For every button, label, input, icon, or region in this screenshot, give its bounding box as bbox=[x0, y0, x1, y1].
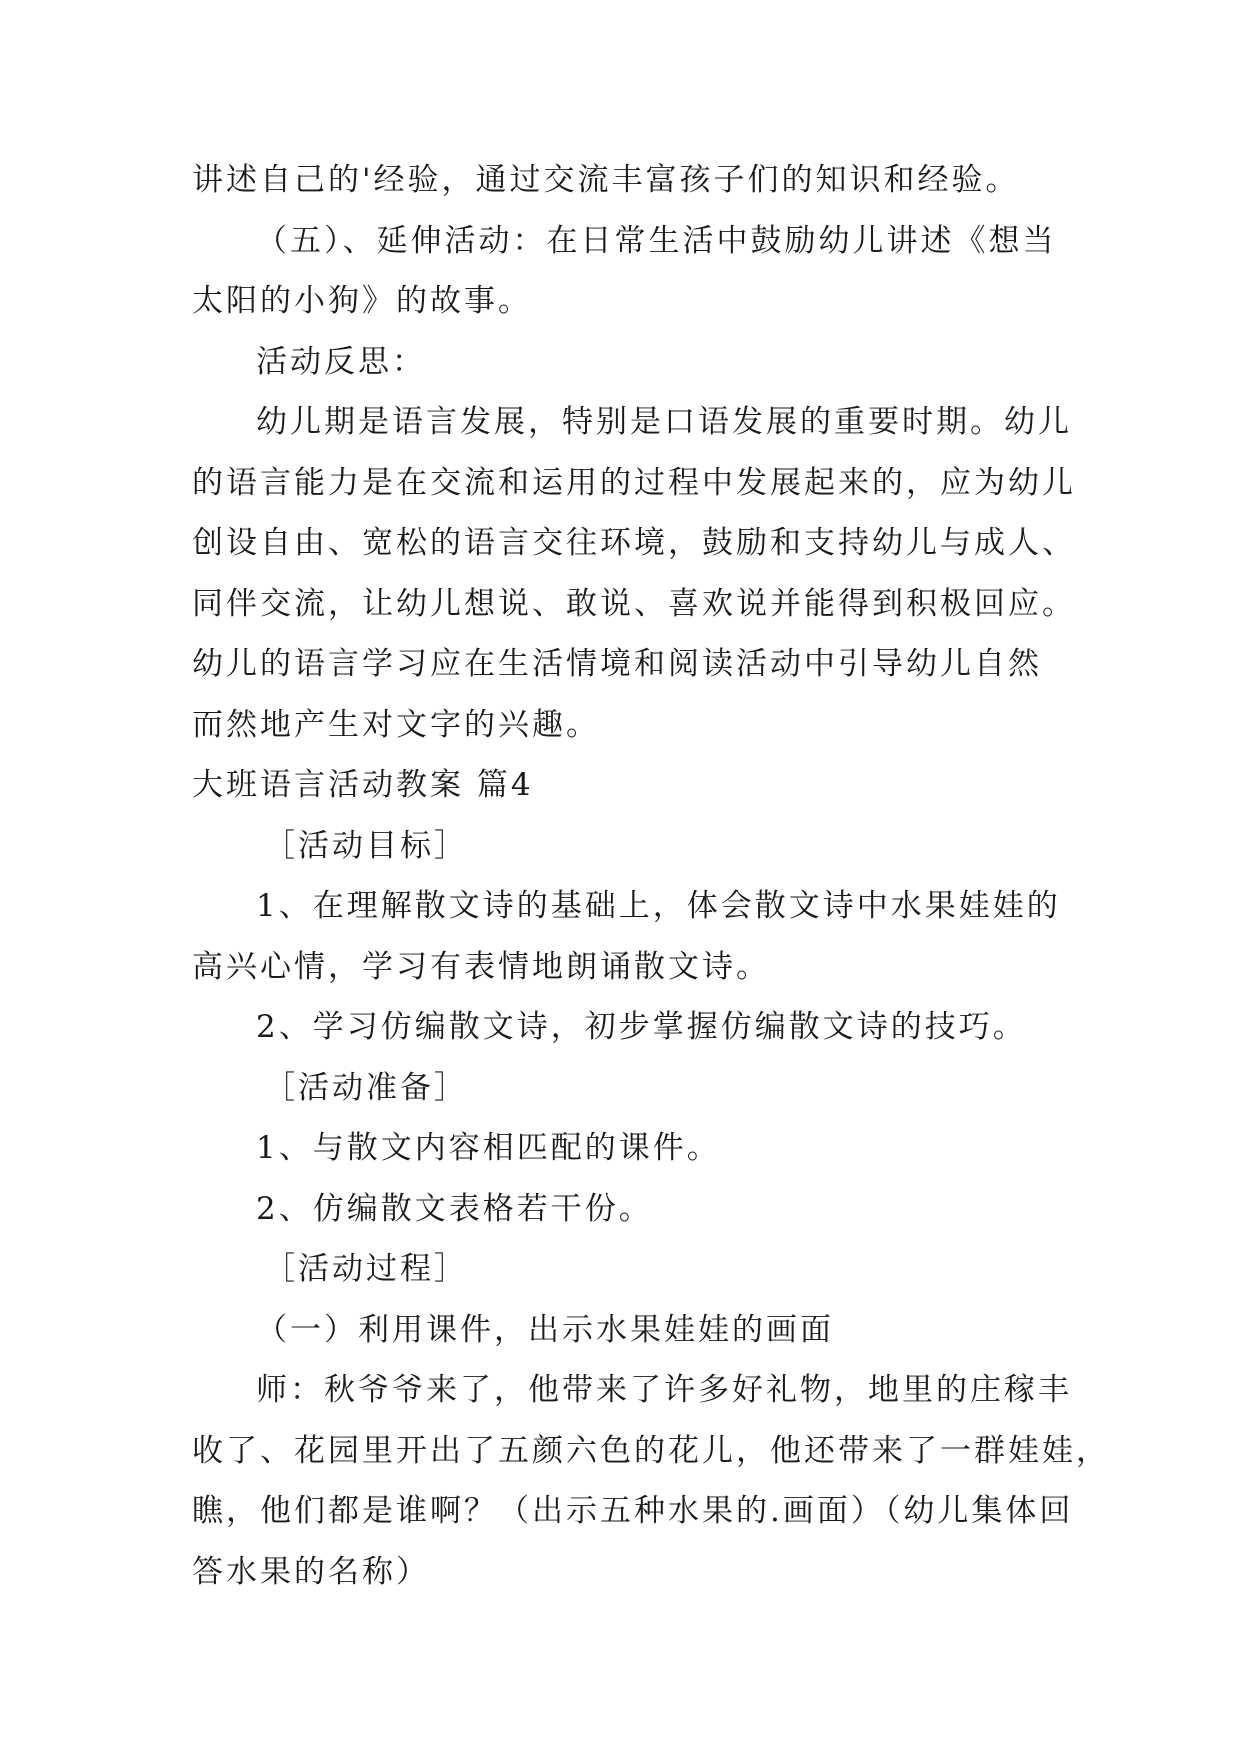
subsection-heading-goals: ［活动目标］ bbox=[264, 827, 468, 864]
text-line: 2、学习仿编散文诗，初步掌握仿编散文诗的技巧。 bbox=[256, 1009, 1027, 1045]
text-line: 2、仿编散文表格若干份。 bbox=[256, 1190, 653, 1227]
document-body bbox=[192, 150, 1110, 1602]
subsection-heading-preparation: ［活动准备］ bbox=[264, 1069, 468, 1106]
text-line: 1、在理解散文诗的基础上，体会散文诗中水果娃娃的 bbox=[256, 888, 1061, 924]
section-heading: 大班语言活动教案 篇4 bbox=[192, 767, 534, 803]
text-line: 幼儿期是语言发展，特别是口语发展的重要时期。幼儿 bbox=[256, 404, 1072, 440]
text-line: 太阳的小狗》的故事。 bbox=[192, 283, 532, 319]
text-line: 讲述自己的'经验，通过交流丰富孩子们的知识和经验。 bbox=[192, 162, 1020, 198]
section-label-reflection: 活动反思： bbox=[256, 343, 426, 380]
text-line: 收了、花园里开出了五颜六色的花儿，他还带来了一群娃娃， bbox=[192, 1432, 1110, 1469]
text-line: 而然地产生对文字的兴趣。 bbox=[192, 706, 600, 743]
text-line: 同伴交流，让幼儿想说、敢说、喜欢说并能得到积极回应。 bbox=[192, 585, 1076, 622]
subsection-heading-process: ［活动过程］ bbox=[264, 1251, 468, 1287]
text-line: 瞧，他们都是谁啊？（出示五种水果的.画面）（幼儿集体回 bbox=[192, 1493, 1074, 1529]
text-line: 答水果的名称） bbox=[192, 1553, 430, 1590]
text-line: 高兴心情，学习有表情地朗诵散文诗。 bbox=[192, 948, 770, 985]
text-line: （一）利用课件，出示水果娃娃的画面 bbox=[256, 1311, 834, 1348]
text-line: 师：秋爷爷来了，他带来了许多好礼物，地里的庄稼丰 bbox=[256, 1372, 1072, 1408]
text-line: （五）、延伸活动：在日常生活中鼓励幼儿讲述《想当 bbox=[256, 222, 1057, 259]
text-line: 的语言能力是在交流和运用的过程中发展起来的，应为幼儿 bbox=[192, 464, 1076, 501]
text-line: 幼儿的语言学习应在生活情境和阅读活动中引导幼儿自然 bbox=[192, 646, 1042, 682]
text-line: 创设自由、宽松的语言交往环境，鼓励和支持幼儿与成人、 bbox=[192, 525, 1076, 561]
text-line: 1、与散文内容相匹配的课件。 bbox=[256, 1130, 721, 1166]
